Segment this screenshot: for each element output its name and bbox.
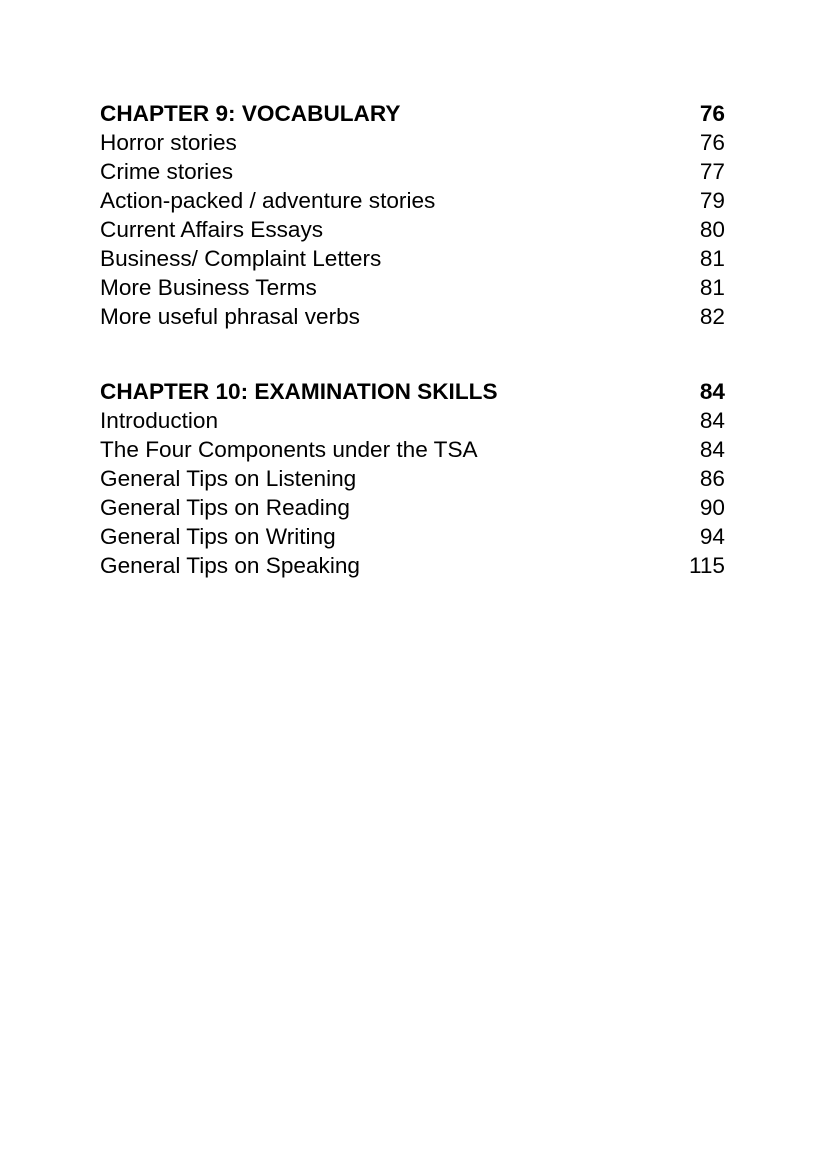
entry-title: General Tips on Listening [100, 466, 357, 491]
entry-title: Business/ Complaint Letters [100, 246, 382, 271]
toc-entry[interactable] [100, 273, 725, 302]
chapter-heading[interactable] [100, 99, 725, 128]
page-number: 77 [699, 159, 725, 184]
chapter-title: CHAPTER 10: EXAMINATION SKILLS [100, 379, 498, 404]
toc-entry[interactable] [100, 464, 725, 493]
page-number: 82 [699, 304, 725, 329]
table-of-contents [100, 99, 725, 626]
toc-entry[interactable] [100, 186, 725, 215]
page-number: 86 [699, 466, 725, 491]
toc-entry[interactable] [100, 244, 725, 273]
page-number: 79 [699, 188, 725, 213]
entry-title: More useful phrasal verbs [100, 304, 360, 329]
entry-title: The Four Components under the TSA [100, 437, 478, 462]
toc-entry[interactable] [100, 406, 725, 435]
page-number: 84 [699, 379, 725, 404]
chapter-10-block [100, 377, 725, 580]
entry-title: General Tips on Reading [100, 495, 350, 520]
page-number: 81 [699, 246, 725, 271]
toc-entry[interactable] [100, 128, 725, 157]
toc-entry[interactable] [100, 302, 725, 331]
entry-title: Horror stories [100, 130, 237, 155]
page-number: 76 [699, 101, 725, 126]
entry-title: General Tips on Speaking [100, 553, 360, 578]
chapter-9-block [100, 99, 725, 331]
toc-entry[interactable] [100, 157, 725, 186]
toc-entry[interactable] [100, 493, 725, 522]
page-number: 115 [688, 553, 725, 578]
page-number: 80 [699, 217, 725, 242]
page-number: 84 [699, 437, 725, 462]
toc-entry[interactable] [100, 522, 725, 551]
page-number: 94 [699, 524, 725, 549]
page-number: 84 [699, 408, 725, 433]
entry-title: Current Affairs Essays [100, 217, 324, 242]
entry-title: Introduction [100, 408, 219, 433]
chapter-title: CHAPTER 9: VOCABULARY [100, 101, 401, 126]
entry-title: Action-packed / adventure stories [100, 188, 436, 213]
toc-entry[interactable] [100, 215, 725, 244]
chapter-heading[interactable] [100, 377, 725, 406]
page-number: 76 [699, 130, 725, 155]
entry-title: General Tips on Writing [100, 524, 336, 549]
toc-entry[interactable] [100, 551, 725, 580]
toc-entry[interactable] [100, 435, 725, 464]
page-number: 90 [699, 495, 725, 520]
entry-title: Crime stories [100, 159, 234, 184]
page-number: 81 [699, 275, 725, 300]
entry-title: More Business Terms [100, 275, 317, 300]
